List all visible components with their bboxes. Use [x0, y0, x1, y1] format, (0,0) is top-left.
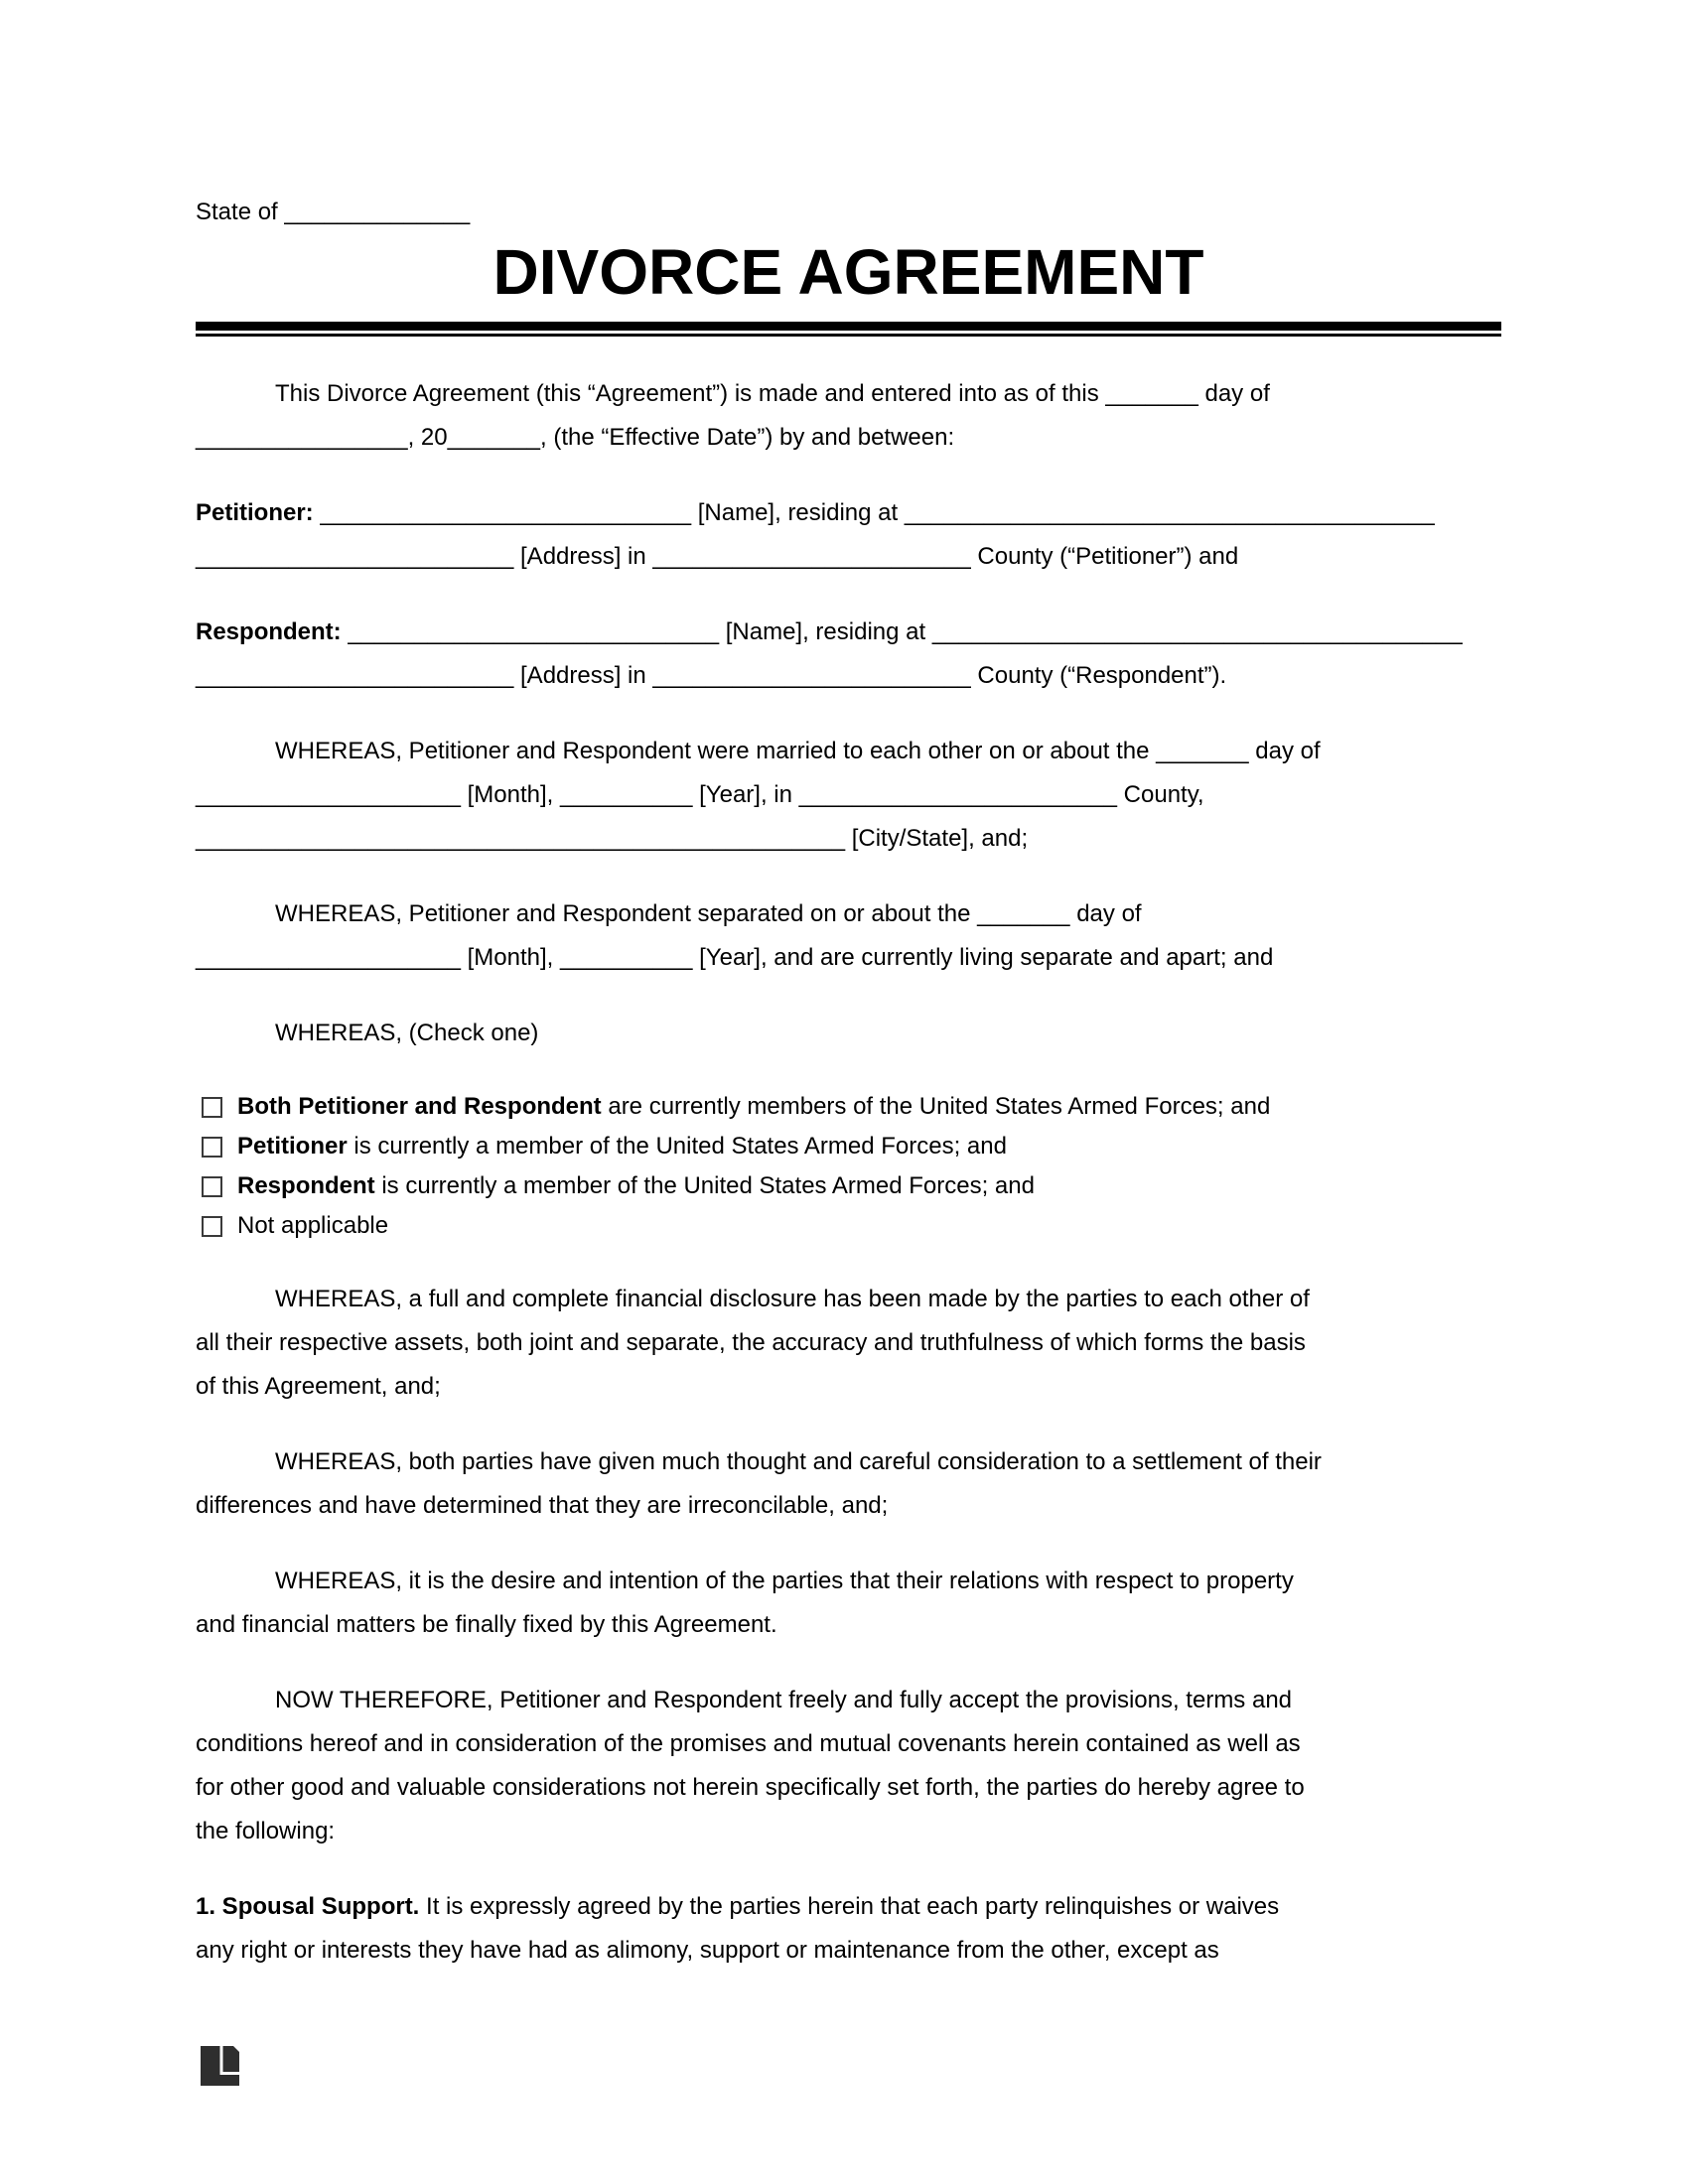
checklist-item-label	[237, 1166, 1035, 1206]
text-line	[196, 1885, 1501, 1929]
document-body	[196, 372, 1501, 1973]
paragraph	[196, 1885, 1501, 1973]
text-run: for other good and valuable considerations not herein specifically set forth, the parties do hereby agree to	[196, 1774, 1305, 1801]
text-line	[196, 1321, 1501, 1365]
text-run: Respondent	[237, 1172, 375, 1199]
page-title: DIVORCE AGREEMENT	[492, 236, 1204, 308]
text-run: ________________, 20_______, (the “Effective Date”) by and between:	[196, 424, 955, 451]
text-run: is currently a member of the United States Armed Forces; and	[347, 1133, 1007, 1160]
text-line	[196, 535, 1501, 579]
text-run: WHEREAS, it is the desire and intention of the parties that their relations with respect to property	[275, 1568, 1294, 1594]
text-run: all their respective assets, both joint and separate, the accuracy and truthfulness of which forms the basis	[196, 1329, 1306, 1356]
text-run: WHEREAS, both parties have given much thought and careful consideration to a settlement of their	[275, 1448, 1322, 1475]
text-run: any right or interests they have had as alimony, support or maintenance from the other, except as	[196, 1937, 1219, 1964]
text-line	[196, 611, 1501, 654]
checklist-item	[202, 1206, 1501, 1246]
text-line	[196, 730, 1501, 773]
text-run: WHEREAS, (Check one)	[275, 1020, 539, 1046]
text-run: Petitioner:	[196, 499, 321, 526]
text-line	[196, 1365, 1501, 1409]
title-rule-thin-bar	[196, 334, 1501, 337]
legal-templates-logo-icon	[201, 2046, 239, 2086]
paragraph	[196, 1278, 1501, 1409]
paragraph	[196, 1440, 1501, 1528]
text-run: ____________________ [Month], __________ [Year], and are currently living separate and apart; and	[196, 944, 1274, 971]
paragraph	[196, 892, 1501, 980]
paragraph	[196, 611, 1501, 698]
text-run: is currently a member of the United States Armed Forces; and	[374, 1172, 1035, 1199]
text-line	[196, 1766, 1501, 1810]
checklist-item	[202, 1087, 1501, 1127]
checkbox-unchecked-icon[interactable]	[202, 1216, 222, 1237]
text-run: WHEREAS, Petitioner and Respondent separated on or about the _______ day of	[275, 900, 1142, 927]
checkbox-unchecked-icon[interactable]	[202, 1176, 222, 1197]
text-line	[196, 1929, 1501, 1973]
text-line	[196, 491, 1501, 535]
text-run: 1. Spousal Support.	[196, 1893, 427, 1920]
text-line	[196, 1560, 1501, 1603]
title-rule-thick-bar	[196, 322, 1501, 331]
text-run: This Divorce Agreement (this “Agreement”) is made and entered into as of this _______ day of	[275, 380, 1270, 407]
text-run: differences and have determined that they are irreconcilable, and;	[196, 1492, 889, 1519]
checkbox-unchecked-icon[interactable]	[202, 1097, 222, 1118]
text-run: conditions hereof and in consideration of the promises and mutual covenants herein contained as well as	[196, 1730, 1301, 1757]
text-line	[196, 654, 1501, 698]
text-line	[196, 892, 1501, 936]
text-run: NOW THEREFORE, Petitioner and Respondent freely and fully accept the provisions, terms and	[275, 1687, 1293, 1713]
text-line	[196, 1810, 1501, 1853]
text-line	[196, 372, 1501, 416]
checklist-item-label	[237, 1206, 388, 1246]
text-run: the following:	[196, 1818, 336, 1844]
checklist-item	[202, 1127, 1501, 1166]
text-line	[196, 1278, 1501, 1321]
text-line	[196, 416, 1501, 460]
text-run: Petitioner	[237, 1133, 348, 1160]
paragraph	[196, 730, 1501, 861]
text-run: of this Agreement, and;	[196, 1373, 441, 1400]
text-run: ________________________ [Address] in ________________________ County (“Petitioner”) and	[196, 543, 1239, 570]
text-run: _________________________________________________ [City/State], and;	[196, 825, 1029, 852]
paragraph	[196, 1560, 1501, 1647]
text-line	[196, 936, 1501, 980]
text-run: Both Petitioner and Respondent	[237, 1093, 602, 1120]
text-run: WHEREAS, a full and complete financial disclosure has been made by the parties to each other of	[275, 1286, 1310, 1312]
paragraph	[196, 491, 1501, 579]
text-run: ____________________________ [Name], residing at ________________________________________	[348, 618, 1463, 645]
text-run: It is expressly agreed by the parties herein that each party relinquishes or waives	[426, 1893, 1280, 1920]
paragraph	[196, 1012, 1501, 1055]
text-run: WHEREAS, Petitioner and Respondent were married to each other on or about the _______ day of	[275, 738, 1321, 764]
text-line	[196, 773, 1501, 817]
text-run: ________________________ [Address] in ________________________ County (“Respondent”).	[196, 662, 1227, 689]
checkbox-unchecked-icon[interactable]	[202, 1137, 222, 1158]
text-line	[196, 1012, 1501, 1055]
text-line	[196, 817, 1501, 861]
paragraph	[196, 1679, 1501, 1853]
checklist-item-label	[237, 1087, 1270, 1127]
armed-forces-checklist	[196, 1087, 1501, 1246]
text-run: Respondent:	[196, 618, 349, 645]
text-line	[196, 1484, 1501, 1528]
text-line	[196, 1722, 1501, 1766]
text-run: ____________________ [Month], __________ [Year], in ________________________ County,	[196, 781, 1204, 808]
paragraph	[196, 372, 1501, 460]
state-of-line: State of ______________	[196, 199, 471, 225]
checklist-item-label	[237, 1127, 1007, 1166]
text-line	[196, 1440, 1501, 1484]
text-line	[196, 1603, 1501, 1647]
text-run: Not applicable	[237, 1212, 389, 1239]
text-run: ____________________________ [Name], residing at ________________________________________	[320, 499, 1435, 526]
checklist-item	[202, 1166, 1501, 1206]
text-run: are currently members of the United States Armed Forces; and	[601, 1093, 1271, 1120]
title-rule	[196, 322, 1501, 337]
text-run: and financial matters be finally fixed by this Agreement.	[196, 1611, 777, 1638]
text-line	[196, 1679, 1501, 1722]
